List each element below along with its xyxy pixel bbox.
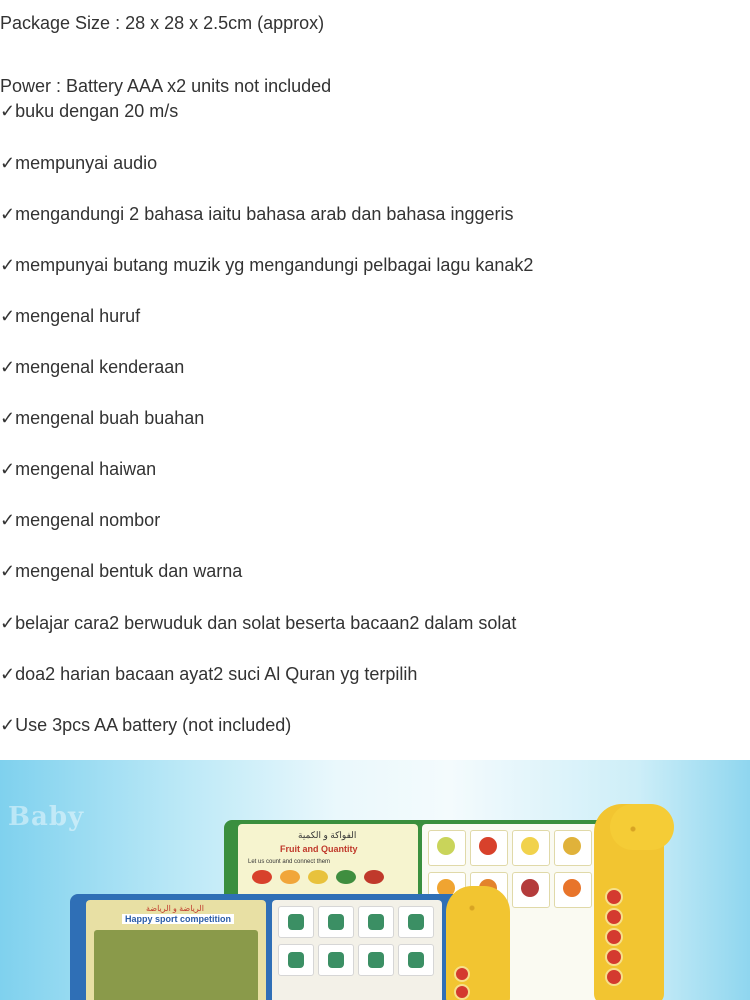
check-mark-icon: ✓ xyxy=(0,255,16,275)
feature-text: mengenal nombor xyxy=(15,510,161,530)
audio-button[interactable] xyxy=(605,948,623,966)
feature-line xyxy=(0,663,417,685)
feature-line xyxy=(0,254,533,276)
power-line xyxy=(0,75,331,97)
fruit-card[interactable] xyxy=(554,830,592,866)
feature-text: mempunyai audio xyxy=(15,153,158,173)
feature-line xyxy=(0,407,204,429)
sport-card[interactable] xyxy=(398,944,434,976)
check-mark-icon: ✓ xyxy=(0,561,16,581)
fruit-icon xyxy=(336,870,356,884)
sport-card[interactable] xyxy=(278,906,314,938)
fruit-card[interactable] xyxy=(512,872,550,908)
speaker-icon xyxy=(462,898,482,918)
sports-field-illustration xyxy=(94,930,258,1000)
package-size-line xyxy=(0,12,324,34)
feature-line xyxy=(0,458,156,480)
package-size-text: Package Size : 28 x 28 x 2.5cm (approx) xyxy=(0,13,325,33)
feature-text: buku dengan 20 m/s xyxy=(15,101,179,121)
sport-card[interactable] xyxy=(398,906,434,938)
feature-text: doa2 harian bacaan ayat2 suci Al Quran yg terpilih xyxy=(15,664,418,684)
check-mark-icon: ✓ xyxy=(0,613,16,633)
feature-text: mengenal bentuk dan warna xyxy=(15,561,243,581)
sport-card[interactable] xyxy=(318,906,354,938)
second-book-page-right xyxy=(272,900,442,1000)
check-mark-icon: ✓ xyxy=(0,101,16,121)
feature-text: mengenal haiwan xyxy=(15,459,157,479)
feature-text: mempunyai butang muzik yg mengandungi pelbagai lagu kanak2 xyxy=(15,255,534,275)
page-title: Fruit and Quantity xyxy=(280,844,358,854)
check-mark-icon: ✓ xyxy=(0,153,16,173)
power-text: Power : Battery AAA x2 units not included xyxy=(0,76,332,96)
fruit-card[interactable] xyxy=(554,872,592,908)
check-mark-icon: ✓ xyxy=(0,459,16,479)
feature-line xyxy=(0,560,242,582)
check-mark-icon: ✓ xyxy=(0,715,16,735)
second-page-title-arabic: الرياضة و الرياضة xyxy=(146,904,204,913)
fruit-icon xyxy=(252,870,272,884)
fruit-icon xyxy=(364,870,384,884)
check-mark-icon: ✓ xyxy=(0,204,16,224)
sport-card[interactable] xyxy=(318,944,354,976)
feature-text: mengenal huruf xyxy=(15,306,141,326)
audio-button[interactable] xyxy=(605,928,623,946)
fruit-card[interactable] xyxy=(512,830,550,866)
sport-card[interactable] xyxy=(358,944,394,976)
fruit-icon xyxy=(280,870,300,884)
speaker-icon xyxy=(622,818,644,840)
feature-text: mengenal buah buahan xyxy=(15,408,205,428)
feature-line xyxy=(0,203,513,225)
fruit-icon xyxy=(308,870,328,884)
check-mark-icon: ✓ xyxy=(0,306,16,326)
audio-button[interactable] xyxy=(454,984,470,1000)
audio-button[interactable] xyxy=(605,908,623,926)
fruit-card[interactable] xyxy=(470,830,508,866)
feature-line xyxy=(0,305,140,327)
feature-text: mengandungi 2 bahasa iaitu bahasa arab dan bahasa inggeris xyxy=(15,204,514,224)
fruit-card[interactable] xyxy=(428,830,466,866)
second-book-page-left xyxy=(86,900,266,1000)
feature-line xyxy=(0,509,160,531)
sport-card[interactable] xyxy=(358,906,394,938)
product-image xyxy=(0,760,750,1000)
watermark: Baby xyxy=(8,802,85,832)
feature-text: belajar cara2 berwuduk dan solat beserta bacaan2 dalam solat xyxy=(15,613,517,633)
audio-button[interactable] xyxy=(605,968,623,986)
sport-card[interactable] xyxy=(278,944,314,976)
feature-line xyxy=(0,100,178,122)
feature-line xyxy=(0,612,516,634)
feature-text: Use 3pcs AA battery (not included) xyxy=(15,715,292,735)
page-subtitle: Let us count and connect them xyxy=(248,859,331,865)
audio-button[interactable] xyxy=(454,966,470,982)
feature-line xyxy=(0,152,157,174)
feature-text: mengenal kenderaan xyxy=(15,357,185,377)
check-mark-icon: ✓ xyxy=(0,664,16,684)
feature-line xyxy=(0,356,184,378)
check-mark-icon: ✓ xyxy=(0,408,16,428)
sport-grid xyxy=(278,906,432,976)
fruit-row xyxy=(252,870,402,886)
audio-button[interactable] xyxy=(605,888,623,906)
page-title-arabic: الفواكة و الكمية xyxy=(298,830,357,840)
feature-line xyxy=(0,714,291,736)
second-page-title: Happy sport competition xyxy=(122,914,234,924)
check-mark-icon: ✓ xyxy=(0,510,16,530)
check-mark-icon: ✓ xyxy=(0,357,16,377)
